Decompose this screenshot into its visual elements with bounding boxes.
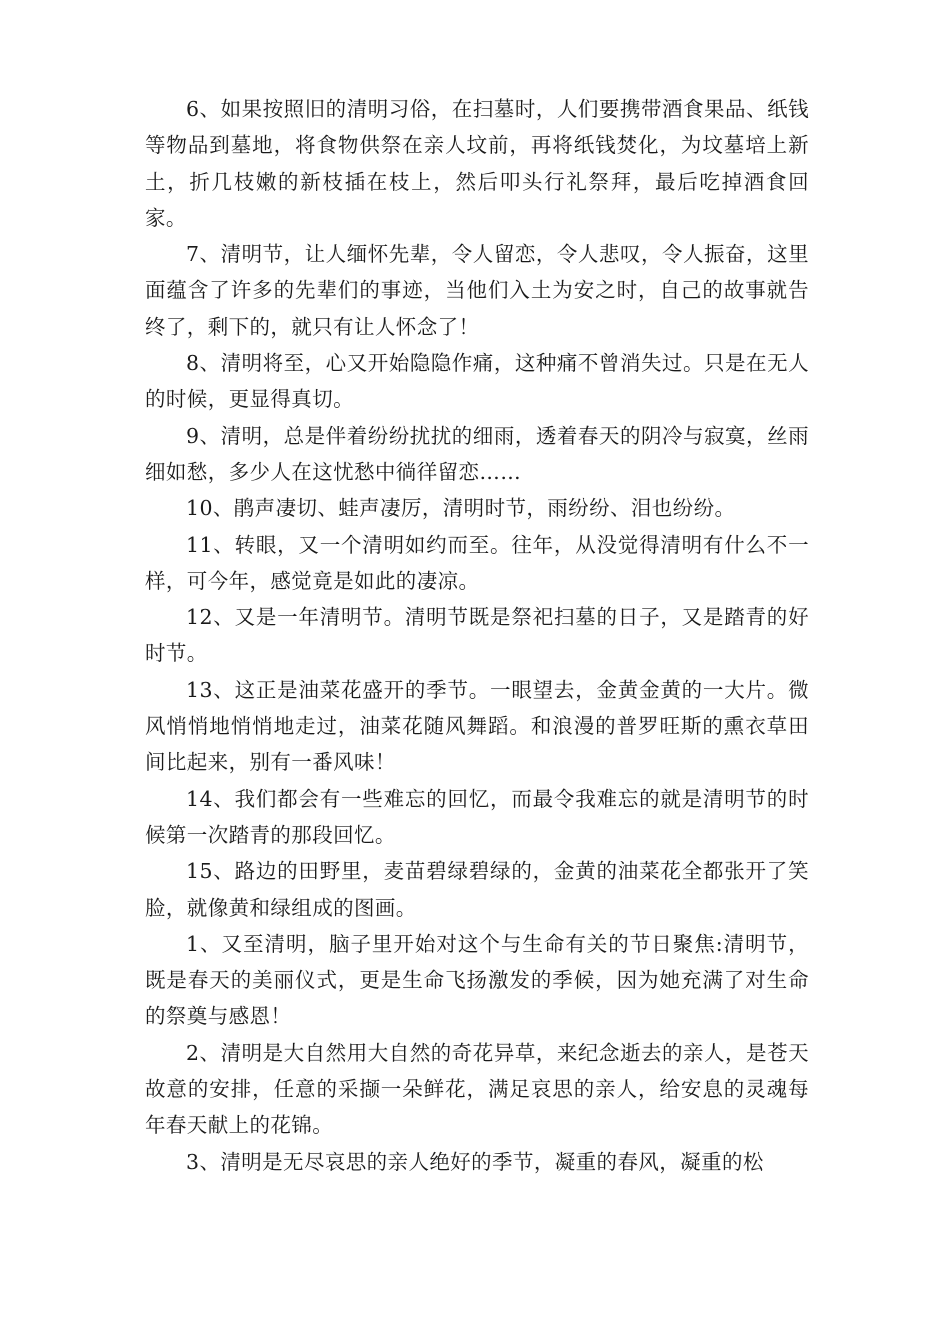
paragraph-12: 12、又是一年清明节。清明节既是祭祀扫墓的日子，又是踏青的好时节。 <box>145 605 809 666</box>
paragraph-2: 2、清明是大自然用大自然的奇花异草，来纪念逝去的亲人，是苍天故意的安排，任意的采撷一朵鲜花，满足哀思的亲人，给安息的灵魂每年春天献上的花锦。 <box>145 1040 809 1138</box>
paragraph-11: 11、转眼，又一个清明如约而至。往年，从没觉得清明有什么不一样，可今年，感觉竟是如此的凄凉。 <box>145 532 809 593</box>
paragraph-13: 13、这正是油菜花盛开的季节。一眼望去，金黄金黄的一大片。微风悄悄地悄悄地走过，油菜花随风舞蹈。和浪漫的普罗旺斯的熏衣草田间比起来，别有一番风味！ <box>145 677 809 775</box>
paragraph-7: 7、清明节，让人缅怀先辈，令人留恋，令人悲叹，令人振奋，这里面蕴含了许多的先辈们的事迹，当他们入土为安之时，自己的故事就告终了，剩下的，就只有让人怀念了！ <box>145 242 809 339</box>
paragraph-10: 10、鹃声凄切、蛙声凄厉，清明时节，雨纷纷、泪也纷纷。 <box>186 496 736 521</box>
paragraph-8: 8、清明将至，心又开始隐隐作痛，这种痛不曾消失过。只是在无人的时候，更显得真切。 <box>145 351 809 412</box>
paragraph-3: 3、清明是无尽哀思的亲人绝好的季节，凝重的春风，凝重的松 <box>186 1149 764 1174</box>
paragraph-9: 9、清明，总是伴着纷纷扰扰的细雨，透着春天的阴冷与寂寞，丝雨细如愁，多少人在这忧愁中徜徉留恋…… <box>145 423 809 484</box>
paragraph-15: 15、路边的田野里，麦苗碧绿碧绿的，金黄的油菜花全都张开了笑脸，就像黄和绿组成的图画。 <box>145 859 809 920</box>
paragraph-1: 1、又至清明，脑子里开始对这个与生命有关的节日聚焦:清明节，既是春天的美丽仪式，更是生命飞扬激发的季候，因为她充满了对生命的祭奠与感恩！ <box>145 931 809 1029</box>
paragraph-6: 6、如果按照旧的清明习俗，在扫墓时，人们要携带酒食果品、纸钱等物品到墓地，将食物供祭在亲人坟前，再将纸钱焚化，为坟墓培上新土，折几枝嫩的新枝插在枝上，然后叩头行礼祭拜，最后吃掉酒食回家。 <box>145 97 809 230</box>
document-body <box>145 91 809 1180</box>
paragraph-14: 14、我们都会有一些难忘的回忆，而最令我难忘的就是清明节的时候第一次踏青的那段回忆。 <box>145 786 809 847</box>
